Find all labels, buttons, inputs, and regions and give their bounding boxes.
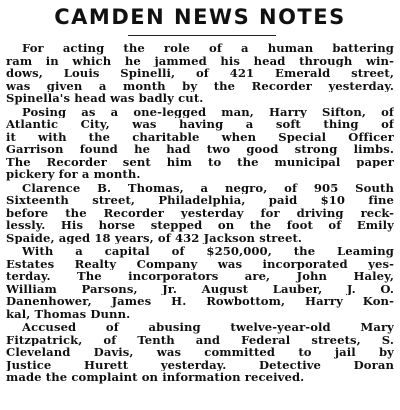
text-line: Sixteenth street, Philadelphia, paid $10 fine bbox=[6, 194, 394, 207]
article-body bbox=[6, 42, 394, 384]
text-line: pickery for a month. bbox=[6, 168, 141, 181]
text-line: dows, Louis Spinelli, of 421 Emerald street, bbox=[6, 67, 394, 80]
text-line: Garrison found he had two good strong limbs. bbox=[6, 143, 394, 156]
text-line: Cleveland Davis, was committed to jail by bbox=[6, 346, 394, 359]
text-line: Fitzpatrick, of Tenth and Federal streets, S. bbox=[6, 333, 394, 346]
text-line: Atlantic City, was having a soft thing of bbox=[6, 118, 394, 131]
paragraph-thomas bbox=[6, 182, 394, 245]
text-line: Spinella's head was badly cut. bbox=[6, 92, 204, 105]
text-line: before the Recorder yesterday for driving reck- bbox=[6, 206, 394, 219]
text-line: ram in which he jammed his head through win- bbox=[6, 54, 394, 67]
text-line: it with the charitable when Special Officer bbox=[6, 130, 394, 143]
paragraph-spinelli bbox=[6, 42, 394, 105]
text-line: Accused of abusing twelve-year-old Mary bbox=[22, 321, 394, 334]
text-line: Estates Realty Company was incorporated yes- bbox=[6, 257, 394, 270]
text-line: For acting the role of a human battering bbox=[22, 42, 394, 55]
text-line: Posing as a one-legged man, Harry Sifton, of bbox=[22, 105, 394, 118]
text-line: was given a month by the Recorder yesterday. bbox=[6, 79, 394, 92]
text-line: kal, Thomas Dunn. bbox=[6, 307, 131, 320]
text-line: Clarence B. Thomas, a negro, of 905 South bbox=[22, 181, 394, 194]
headline-rule bbox=[128, 35, 276, 36]
text-line: terday. The incorporators are, John Haley, bbox=[6, 270, 394, 283]
text-line: made the complaint on information received. bbox=[6, 371, 305, 384]
text-line: William Parsons, Jr. August Lauber, J. O. bbox=[6, 282, 394, 295]
text-line: Justice Hurett yesterday. Detective Doran bbox=[6, 358, 394, 371]
text-line: The Recorder sent him to the municipal paper bbox=[6, 155, 394, 168]
paragraph-davis bbox=[6, 321, 394, 384]
text-line: Spaide, aged 18 years, of 432 Jackson street. bbox=[6, 231, 303, 244]
paragraph-leaming-estates bbox=[6, 245, 394, 320]
text-line: With a capital of $250,000, the Leaming bbox=[22, 245, 394, 258]
headline: CAMDEN NEWS NOTES bbox=[54, 5, 346, 29]
news-clipping bbox=[4, 2, 396, 408]
text-line: Danenhower, James H. Rowbottom, Harry Kon- bbox=[6, 295, 394, 308]
text-line: lessly. His horse stepped on the foot of Emily bbox=[6, 219, 394, 232]
paragraph-sifton bbox=[6, 106, 394, 181]
